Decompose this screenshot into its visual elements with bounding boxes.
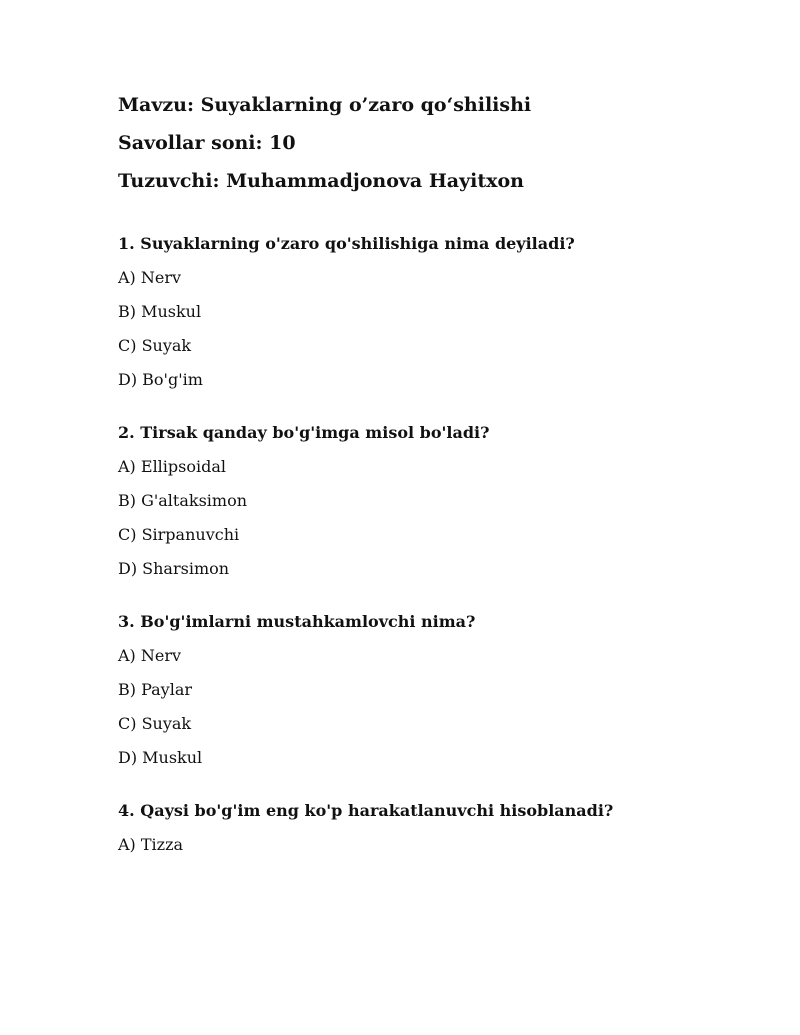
author-line: Tuzuvchi: Muhammadjonova Hayitxon: [118, 170, 524, 192]
answer-option-d: D) Sharsimon: [118, 559, 230, 578]
question-1: [118, 233, 758, 391]
question-text: 2. Tirsak qanday bo'g'imga misol bo'ladi?: [118, 423, 490, 442]
question-2: [118, 422, 758, 580]
answer-option-d: D) Muskul: [118, 748, 203, 767]
document-page: [118, 93, 758, 887]
answer-option-b: B) Muskul: [118, 302, 202, 321]
document-header: [118, 93, 758, 193]
answer-option-b: B) Paylar: [118, 680, 193, 699]
answer-option-b: B) G'altaksimon: [118, 491, 248, 510]
question-3: [118, 611, 758, 769]
answer-option-c: C) Suyak: [118, 336, 192, 355]
answer-option-c: C) Sirpanuvchi: [118, 525, 240, 544]
answer-option-a: A) Tizza: [118, 835, 184, 854]
question-4: [118, 800, 758, 856]
answer-option-c: C) Suyak: [118, 714, 192, 733]
answer-option-a: A) Ellipsoidal: [118, 457, 227, 476]
answer-option-a: A) Nerv: [118, 268, 182, 287]
question-count: Savollar soni: 10: [118, 132, 296, 154]
question-text: 1. Suyaklarning o'zaro qo'shilishiga nima deyiladi?: [118, 234, 575, 253]
answer-option-d: D) Bo'g'im: [118, 370, 203, 389]
question-text: 3. Bo'g'imlarni mustahkamlovchi nima?: [118, 612, 476, 631]
question-text: 4. Qaysi bo'g'im eng ko'p harakatlanuvchi hisoblanadi?: [118, 801, 614, 820]
answer-option-a: A) Nerv: [118, 646, 182, 665]
topic-title: Mavzu: Suyaklarning o’zaro qo‘shilishi: [118, 94, 532, 116]
